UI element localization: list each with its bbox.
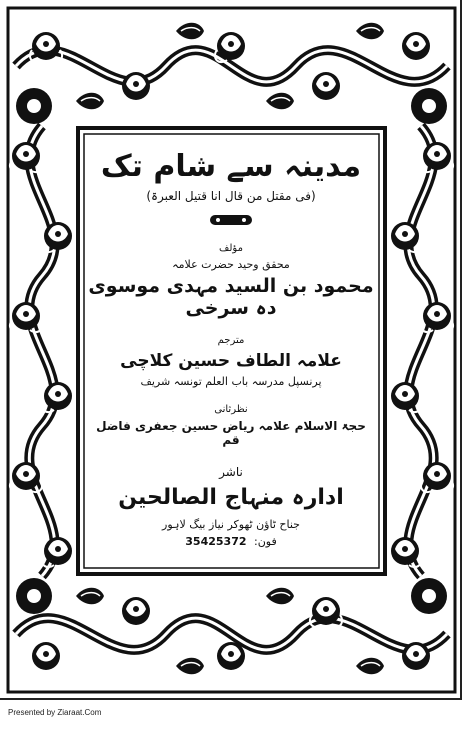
footer-credit: Presented by Ziaraat.Com [8, 708, 102, 717]
book-subtitle: (فی مقتل من قال انا قتیل العبرۃ) [146, 189, 316, 203]
reviewer-name: حجۃ الاسلام علامہ ریاض حسین جعفری فاضل قم [96, 419, 366, 447]
author-role: مؤلف [219, 243, 243, 254]
cover-content [86, 150, 376, 548]
ornament-bar-icon [210, 215, 252, 225]
phone-label: فون: [254, 535, 277, 548]
author-name: محمود بن السید مہدی موسوی دہ سرخی [88, 275, 374, 319]
translator-role: مترجم [217, 335, 245, 346]
reviewer-role: نظرثانی [214, 404, 248, 415]
phone-row [86, 535, 376, 548]
publisher-label: ناشر [219, 465, 243, 479]
author-epithet: محقق وحید حضرت علامہ [172, 258, 290, 271]
translator-name: علامہ الطاف حسین کلاچی [120, 351, 342, 371]
publisher-name: ادارہ منہاج الصالحین [118, 485, 344, 510]
publisher-address: جناح ٹاؤن ٹھوکر نیاز بیگ لاہور [162, 518, 300, 531]
phone-number: 35425372 [185, 535, 247, 548]
translator-position: پرنسپل مدرسہ باب العلم تونسہ شریف [140, 375, 322, 388]
book-title: مدینہ سے شام تک [100, 149, 362, 184]
